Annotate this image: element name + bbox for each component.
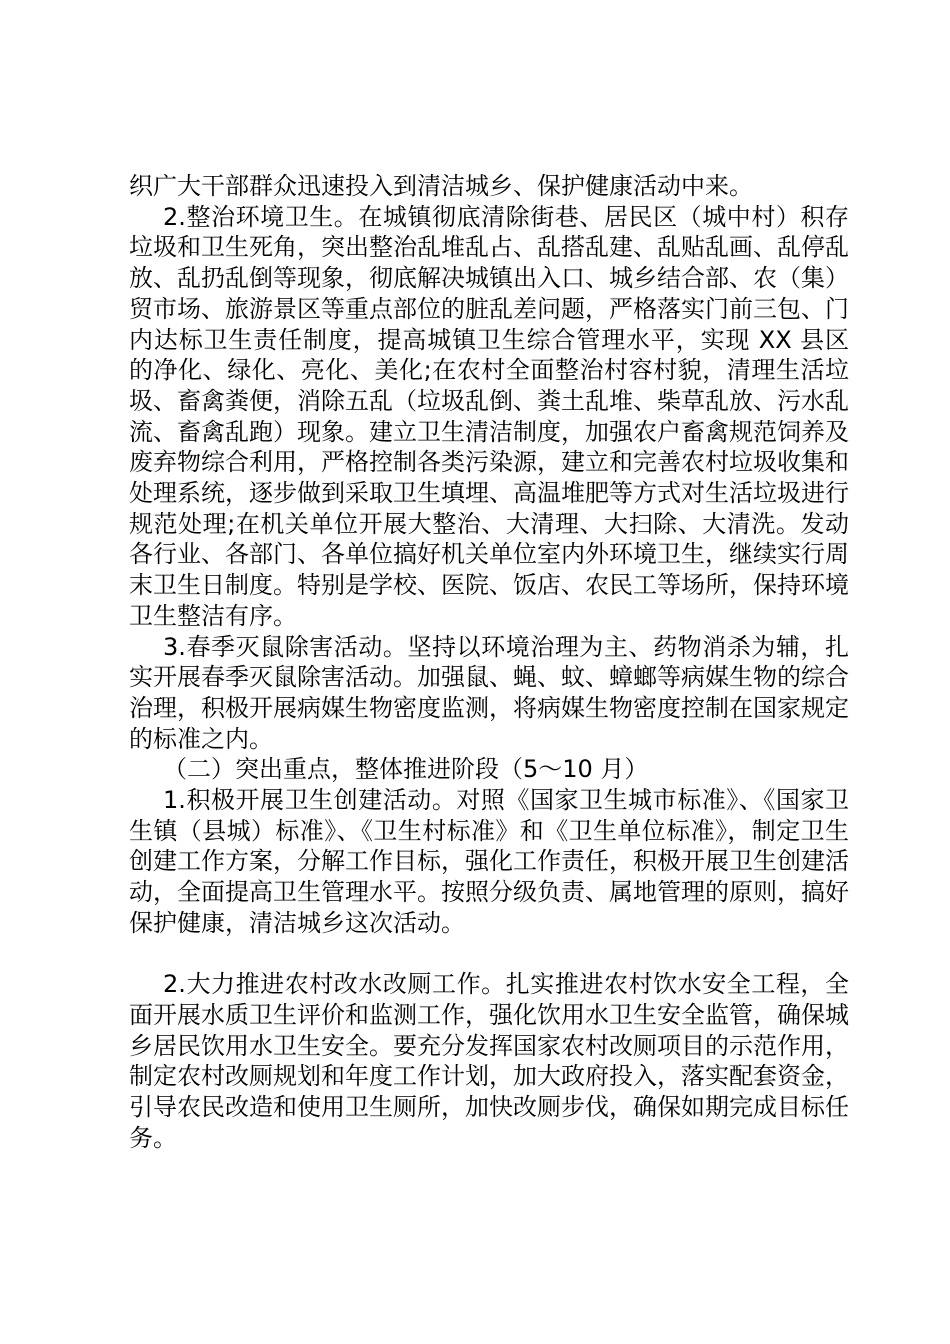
section-heading-stage-two: （二）突出重点，整体推进阶段（5～10 月） xyxy=(163,755,649,784)
paragraph-continuation: 织广大干部群众迅速投入到清洁城乡、保护健康活动中来。 xyxy=(129,172,753,200)
paragraph-rodent-control: 3.春季灭鼠除害活动。坚持以环境治理为主、药物消杀为辅，扎实开展春季灭鼠除害活动。加强鼠、蝇、蚊、蟑螂等病媒生物的综合治理，积极开展病媒生物密度监测，将病媒生物密度控制在国家规定的标准之内。 xyxy=(129,632,849,753)
document-body xyxy=(129,171,849,1153)
paragraph-environment-sanitation: 2.整治环境卫生。在城镇彻底清除街巷、居民区（城中村）积存垃圾和卫生死角，突出整治乱堆乱占、乱搭乱建、乱贴乱画、乱停乱放、乱扔乱倒等现象，彻底解决城镇出入口、城乡结合部、农（集）贸市场、旅游景区等重点部位的脏乱差问题，严格落实门前三包、门内达标卫生责任制度，提高城镇卫生综合管理水平，实现 XX 县区的净化、绿化、亮化、美化;在农村全面整治村容村貌，清理生活垃圾、畜禽粪便，消除五乱（垃圾乱倒、粪土乱堆、柴草乱放、污水乱流、畜禽乱跑）现象。建立卫生清洁制度，加强农户畜禽规范饲养及废弃物综合利用，严格控制各类污染源，建立和完善农村垃圾收集和处理系统，逐步做到采取卫生填埋、高温堆肥等方式对生活垃圾进行规范处理;在机关单位开展大整治、大清理、大扫除、大清洗。发动各行业、各部门、各单位搞好机关单位室内外环境卫生，继续实行周末卫生日制度。特别是学校、医院、饭店、农民工等场所，保持环境卫生整洁有序。 xyxy=(129,202,849,630)
paragraph-health-creation: 1.积极开展卫生创建活动。对照《国家卫生城市标准》、《国家卫生镇（县城）标准》、《卫生村标准》和《卫生单位标准》，制定卫生创建工作方案，分解工作目标，强化工作责任，积极开展卫生创建活动，全面提高卫生管理水平。按照分级负责、属地管理的原则，搞好保护健康，清洁城乡这次活动。 xyxy=(129,786,849,937)
paragraph-water-toilet-reform: 2.大力推进农村改水改厕工作。扎实推进农村饮水安全工程，全面开展水质卫生评价和监测工作，强化饮用水卫生安全监管，确保城乡居民饮用水卫生安全。要充分发挥国家农村改厕项目的示范作用，制定农村改厕规划和年度工作计划，加大政府投入，落实配套资金，引导农民改造和使用卫生厕所，加快改厕步伐，确保如期完成目标任务。 xyxy=(129,970,849,1152)
paragraph-spacer xyxy=(129,939,849,970)
